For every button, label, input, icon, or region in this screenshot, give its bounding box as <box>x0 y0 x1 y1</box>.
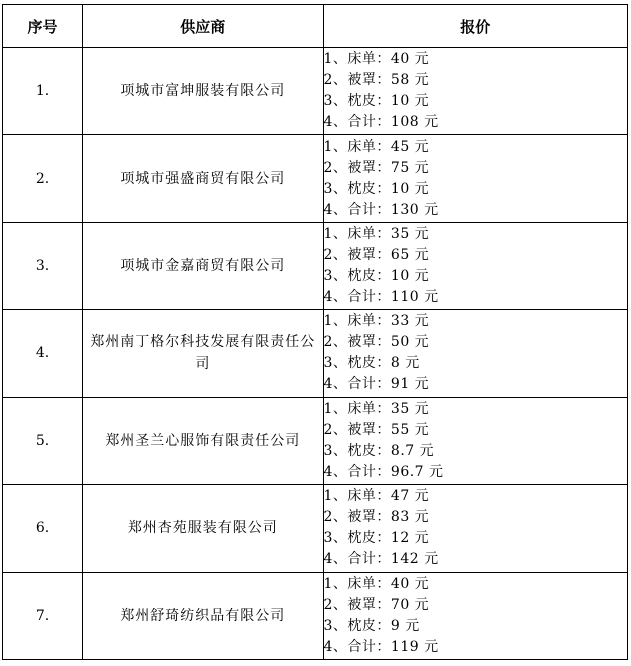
table-row <box>3 397 628 484</box>
header-row <box>3 5 628 48</box>
quote-line-duvet-cover: 2、被罩：50 元 <box>323 334 430 351</box>
quote-line-total: 4、合计：130 元 <box>323 201 439 218</box>
header-index: 序号 <box>3 5 83 48</box>
table-row <box>3 135 628 222</box>
quote-line-pillowcase: 3、枕皮：10 元 <box>323 268 430 285</box>
quote-table <box>2 4 628 660</box>
supplier-name: 郑州南丁格尔科技发展有限责任公司 <box>83 310 323 397</box>
quote-line-total: 4、合计：108 元 <box>323 114 439 131</box>
quote-line-duvet-cover: 2、被罩：58 元 <box>323 72 430 89</box>
supplier-name: 项城市金嘉商贸有限公司 <box>83 222 323 309</box>
quote-line-duvet-cover: 2、被罩：83 元 <box>323 509 430 526</box>
quote-cell <box>323 485 628 572</box>
quote-line-bedsheet: 1、床单：35 元 <box>323 226 430 243</box>
quote-cell <box>323 397 628 484</box>
quote-line-duvet-cover: 2、被罩：75 元 <box>323 159 430 176</box>
quote-line-pillowcase: 3、枕皮：10 元 <box>323 180 430 197</box>
table-row <box>3 48 628 135</box>
row-index: 6. <box>3 485 83 572</box>
table-row <box>3 310 628 397</box>
quote-line-bedsheet: 1、床单：45 元 <box>323 138 430 155</box>
quote-line-bedsheet: 1、床单：35 元 <box>323 400 430 417</box>
quote-line-pillowcase: 3、枕皮：8 元 <box>323 355 420 372</box>
quote-line-total: 4、合计：110 元 <box>323 289 439 306</box>
row-index: 4. <box>3 310 83 397</box>
table-header <box>3 5 628 48</box>
quote-line-duvet-cover: 2、被罩：55 元 <box>323 421 430 438</box>
table-row <box>3 572 628 659</box>
header-supplier: 供应商 <box>83 5 323 48</box>
quote-line-total: 4、合计：119 元 <box>323 638 439 655</box>
quote-line-total: 4、合计：96.7 元 <box>323 463 444 480</box>
table-row <box>3 485 628 572</box>
row-index: 7. <box>3 572 83 659</box>
quote-cell <box>323 572 628 659</box>
quote-line-duvet-cover: 2、被罩：70 元 <box>323 596 430 613</box>
quote-cell <box>323 48 628 135</box>
quote-line-pillowcase: 3、枕皮：10 元 <box>323 93 430 110</box>
quote-line-pillowcase: 3、枕皮：9 元 <box>323 617 420 634</box>
table-row <box>3 222 628 309</box>
quote-line-total: 4、合计：91 元 <box>323 376 430 393</box>
row-index: 2. <box>3 135 83 222</box>
supplier-name: 郑州舒琦纺织品有限公司 <box>83 572 323 659</box>
quote-line-pillowcase: 3、枕皮：12 元 <box>323 530 430 547</box>
quote-line-bedsheet: 1、床单：33 元 <box>323 313 430 330</box>
row-index: 5. <box>3 397 83 484</box>
supplier-name: 郑州杏苑服装有限公司 <box>83 485 323 572</box>
supplier-name: 郑州圣兰心服饰有限责任公司 <box>83 397 323 484</box>
supplier-name: 项城市富坤服装有限公司 <box>83 48 323 135</box>
supplier-name: 项城市强盛商贸有限公司 <box>83 135 323 222</box>
quote-cell <box>323 310 628 397</box>
quote-line-bedsheet: 1、床单：40 元 <box>323 51 430 68</box>
quote-line-total: 4、合计：142 元 <box>323 551 439 568</box>
row-index: 3. <box>3 222 83 309</box>
quote-cell <box>323 222 628 309</box>
quote-line-duvet-cover: 2、被罩：65 元 <box>323 247 430 264</box>
quote-cell <box>323 135 628 222</box>
quote-line-pillowcase: 3、枕皮：8.7 元 <box>323 442 435 459</box>
quote-line-bedsheet: 1、床单：47 元 <box>323 488 430 505</box>
row-index: 1. <box>3 48 83 135</box>
header-quote: 报价 <box>323 5 628 48</box>
table-body <box>3 48 628 660</box>
quote-line-bedsheet: 1、床单：40 元 <box>323 575 430 592</box>
